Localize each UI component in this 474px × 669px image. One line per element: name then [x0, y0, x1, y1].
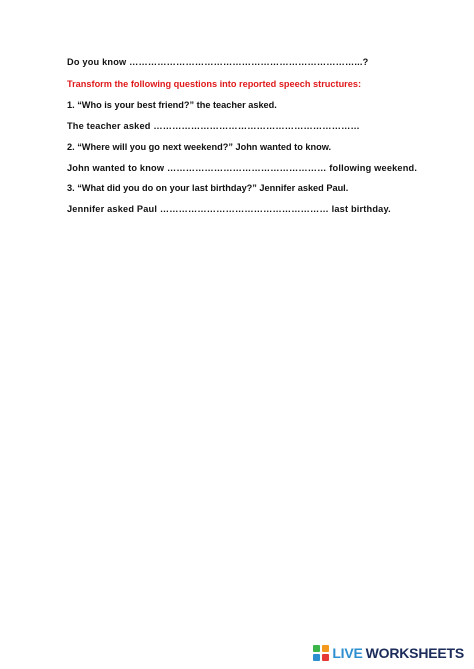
- answer-line-3: Jennifer asked Paul ……………………………………………… last birthday.: [67, 204, 391, 214]
- question-2: 2. “Where will you go next weekend?” John wanted to know.: [67, 142, 332, 152]
- logo-text-live: LIVE: [332, 645, 363, 661]
- liveworksheets-logo-icon: [313, 645, 329, 661]
- instruction-heading: Transform the following questions into reported speech structures:: [67, 79, 362, 89]
- question-3: 3. “What did you do on your last birthday?” Jennifer asked Paul.: [67, 183, 349, 193]
- do-you-know-line: Do you know ………………………………………………………………...?: [67, 57, 369, 67]
- answer-line-2: John wanted to know …………………………………………… following weekend.: [67, 163, 418, 173]
- question-1: 1. “Who is your best friend?” the teacher asked.: [67, 100, 277, 110]
- liveworksheets-logo: [313, 644, 464, 662]
- logo-text-worksheets: WORKSHEETS: [365, 645, 464, 661]
- answer-line-1: The teacher asked …………………………………………………………: [67, 121, 360, 131]
